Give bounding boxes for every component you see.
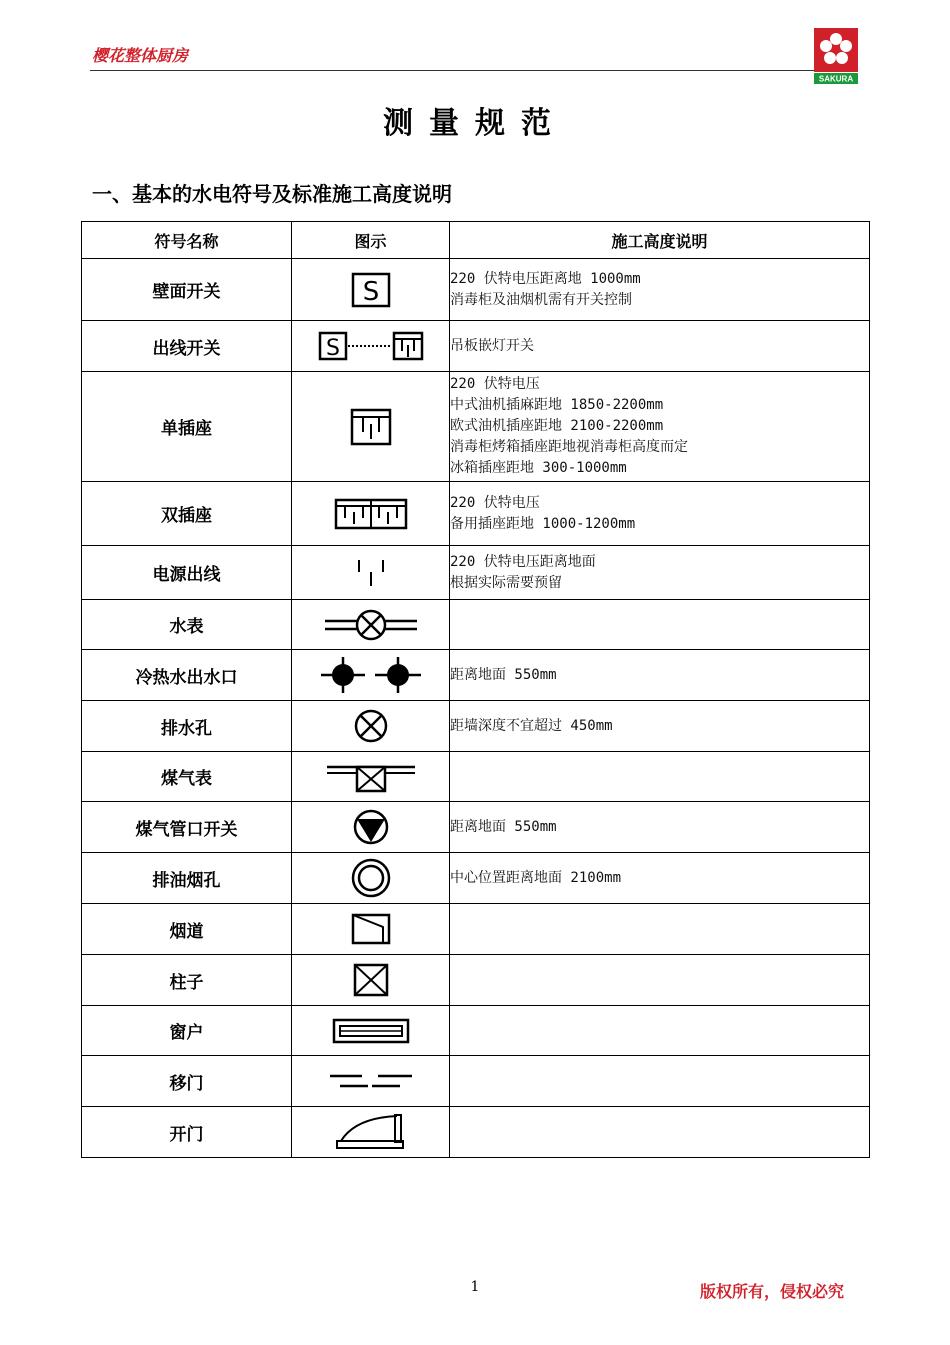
- header-symbol: 图示: [292, 222, 450, 259]
- brand-name: 樱花整体厨房: [92, 46, 189, 65]
- symbol-name: 电源出线: [82, 546, 292, 600]
- table-row: [82, 1056, 870, 1107]
- symbol-name: 排油烟孔: [82, 853, 292, 904]
- double-socket-icon: [334, 498, 408, 530]
- symbol-table: [81, 221, 870, 1158]
- flue-icon: [351, 913, 391, 945]
- copyright-notice: 版权所有，侵权必究: [700, 1282, 845, 1301]
- sakura-logo: [814, 28, 858, 84]
- symbol-name: 双插座: [82, 482, 292, 546]
- description-line: 冰箱插座距地 300-1000mm: [450, 460, 627, 476]
- sliding-door-icon: [328, 1071, 414, 1091]
- description-line: 220 伏特电压: [450, 376, 540, 392]
- symbol-name: 冷热水出水口: [82, 650, 292, 701]
- table-row: [82, 853, 870, 904]
- table-row: [82, 1006, 870, 1056]
- description-line: 消毒柜烤箱插座距地视消毒柜高度而定: [450, 439, 688, 455]
- gas-valve-icon: [352, 808, 390, 846]
- description-line: 220 伏特电压距离地面: [450, 553, 596, 570]
- single-socket-icon: [350, 408, 392, 446]
- description-line: 吊板嵌灯开关: [450, 337, 534, 354]
- description-line: 根据实际需要预留: [450, 574, 562, 591]
- table-row: [82, 802, 870, 853]
- symbol-name: 壁面开关: [82, 259, 292, 321]
- table-row: [82, 259, 870, 321]
- section-title: 一、基本的水电符号及标准施工高度说明: [92, 182, 452, 206]
- symbol-name: 移门: [82, 1056, 292, 1107]
- table-row: [82, 600, 870, 650]
- page-title: 测量规范: [383, 106, 567, 141]
- header-rule: [90, 70, 816, 71]
- table-row: [82, 955, 870, 1006]
- description-line: 距离地面 550mm: [450, 818, 557, 835]
- column-icon: [353, 963, 389, 997]
- description-line: 备用插座距地 1000-1200mm: [450, 515, 636, 532]
- table-row: [82, 372, 870, 482]
- symbol-name: 窗户: [82, 1006, 292, 1056]
- symbol-name: 出线开关: [82, 321, 292, 372]
- description-line: 欧式油机插座距地 2100-2200mm: [450, 418, 664, 434]
- symbol-name: 柱子: [82, 955, 292, 1006]
- symbol-name: 烟道: [82, 904, 292, 955]
- table-row: [82, 904, 870, 955]
- table-row: [82, 321, 870, 372]
- header-description: 施工高度说明: [450, 222, 870, 259]
- logo-text: SAKURA: [818, 74, 854, 84]
- symbol-name: 排水孔: [82, 701, 292, 752]
- water-meter-icon: [323, 609, 419, 641]
- power-outlet-line-icon: [354, 558, 388, 588]
- symbol-name: 水表: [82, 600, 292, 650]
- water-outlet-icon: [319, 655, 423, 695]
- gas-meter-icon: [325, 761, 417, 793]
- description-line: 消毒柜及油烟机需有开关控制: [450, 291, 632, 308]
- table-row: [82, 482, 870, 546]
- outlet-switch-icon: [318, 331, 424, 361]
- wall-switch-icon: [351, 272, 391, 308]
- description-line: 220 伏特电压: [450, 494, 540, 511]
- page-number: 1: [470, 1279, 480, 1295]
- symbol-name: 煤气管口开关: [82, 802, 292, 853]
- description-line: 中式油机插麻距地 1850-2200mm: [450, 397, 664, 413]
- symbol-name: 开门: [82, 1107, 292, 1158]
- exhaust-hole-icon: [350, 857, 392, 899]
- symbol-name: 单插座: [82, 372, 292, 482]
- header-name: 符号名称: [82, 222, 292, 259]
- description-line: 中心位置距离地面 2100mm: [450, 869, 622, 886]
- table-header-row: [82, 222, 870, 259]
- table-row: [82, 546, 870, 600]
- description-line: 距离地面 550mm: [450, 666, 557, 683]
- table-row: [82, 650, 870, 701]
- svg-text:S: S: [362, 276, 379, 307]
- symbol-name: 煤气表: [82, 752, 292, 802]
- table-row: [82, 701, 870, 752]
- table-row: [82, 752, 870, 802]
- window-icon: [332, 1018, 410, 1044]
- swing-door-icon: [335, 1113, 407, 1151]
- table-row: [82, 1107, 870, 1158]
- description-line: 220 伏特电压距离地 1000mm: [450, 270, 641, 287]
- svg-text:S: S: [325, 336, 340, 361]
- description-line: 距墙深度不宜超过 450mm: [450, 717, 613, 734]
- drain-hole-icon: [353, 708, 389, 744]
